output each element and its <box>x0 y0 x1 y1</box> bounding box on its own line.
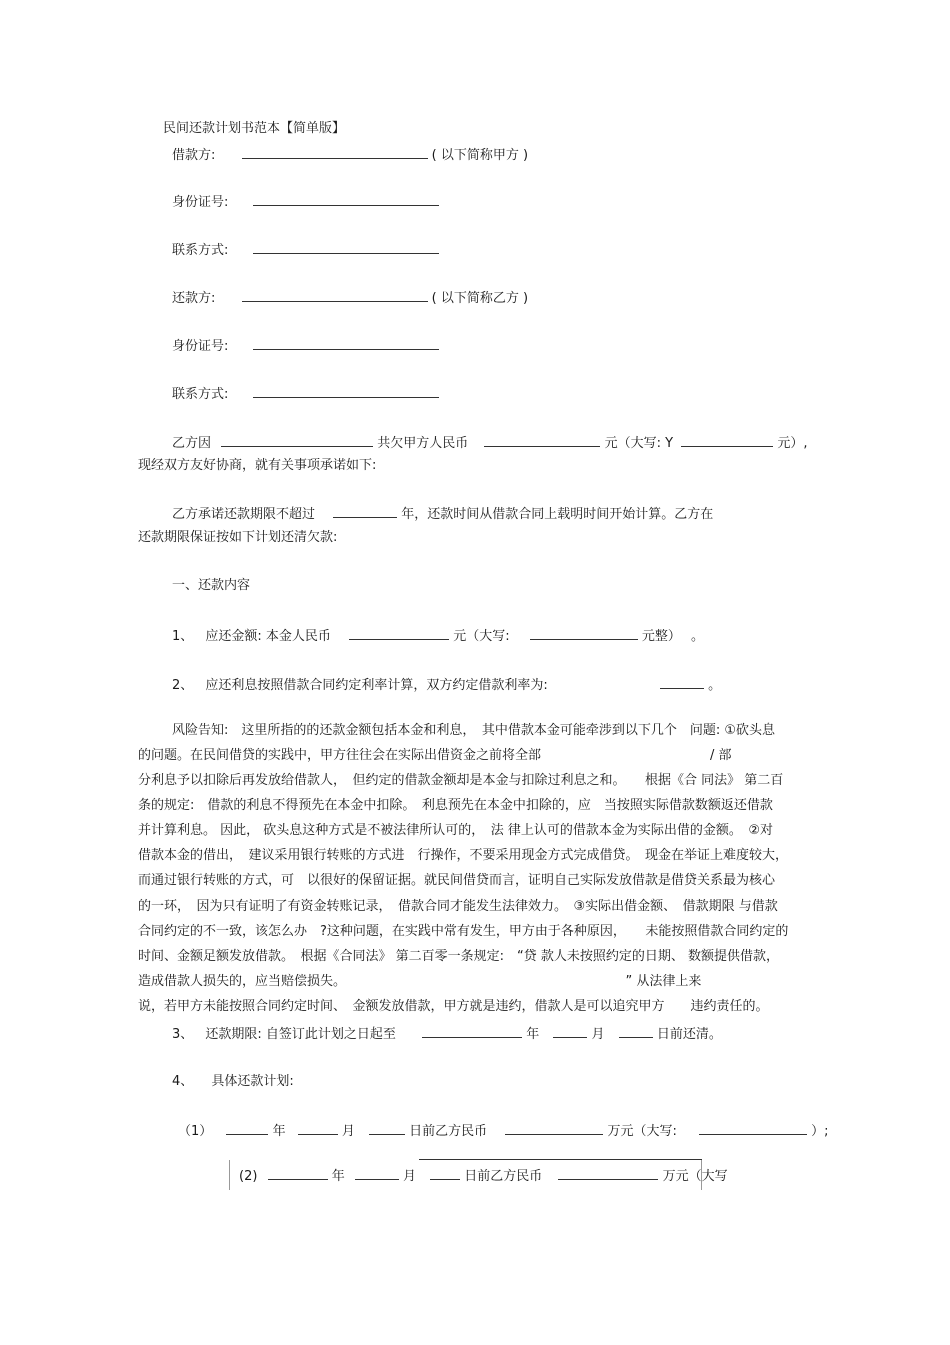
item1-amount-blank[interactable] <box>349 626 449 640</box>
id1-row <box>172 192 439 212</box>
item2-rate-blank[interactable] <box>660 675 704 689</box>
id1-blank[interactable] <box>253 192 439 206</box>
repayer-suffix: ( 以下简称乙方 ) <box>431 291 529 306</box>
plan2-year-label: 年 <box>331 1169 345 1184</box>
item3-month-label: 月 <box>591 1027 605 1042</box>
borrower-label: 借款方: <box>172 148 216 163</box>
plan1-amount-blank[interactable] <box>505 1121 603 1135</box>
risk-line-4: 并计算利息。 因此， 砍头息这种方式是不被法律所认可的， 法 律上认可的借款本金为实际出借的金额。 ②对 <box>138 823 774 838</box>
borrower-blank[interactable] <box>242 145 428 159</box>
item1-text-c: 元整） <box>641 629 681 644</box>
id2-row <box>172 336 439 356</box>
plan2-day-blank[interactable] <box>430 1166 460 1180</box>
item3-num: 3、 <box>172 1027 194 1042</box>
plan1-text-d: 日前乙方民币 <box>409 1124 488 1139</box>
plan2-top-border <box>419 1159 702 1160</box>
plan1-text-w: 万元（大写: <box>607 1124 677 1139</box>
risk-line-11: 说，若甲方未能按照合同约定时间、 金额发放借款，甲方就是违约，借款人是可以追究甲方 违约责任的。 <box>138 999 769 1014</box>
plan1-month-label: 月 <box>341 1124 355 1139</box>
item1-row <box>172 626 704 646</box>
risk-line-7: 的一环， 因为只有证明了有资金转账记录， 借款合同才能发生法律效力。 ③实际出借金额、 借款期限 与借款 <box>138 899 778 914</box>
promise-text-a: 乙方承诺还款期限不超过 <box>172 507 316 522</box>
plan2-row <box>239 1166 728 1186</box>
plan2-amount-blank[interactable] <box>558 1166 658 1180</box>
risk-line-8: 合同约定的不一致，该怎么办 ?这种问题，在实践中常有发生，甲方由于各种原因， 未能按照借款合同约定的 <box>138 924 789 939</box>
owe-text-b: 共欠甲方人民币 <box>377 436 469 451</box>
item4-num: 4、 <box>172 1074 194 1089</box>
risk-line-10: 造成借款人损失的，应当赔偿损失。 ” 从法律上来 <box>138 974 702 989</box>
plan2-month-label: 月 <box>403 1169 417 1184</box>
borrower-row <box>172 145 528 165</box>
plan2-text-w: 万元（大写 <box>662 1169 728 1184</box>
owe-amount-words-blank[interactable] <box>681 433 773 447</box>
repayer-blank[interactable] <box>242 288 428 302</box>
plan1-num: （1） <box>178 1124 213 1139</box>
contact1-row <box>172 240 439 260</box>
item2-text-b: 。 <box>708 678 722 693</box>
owe-amount-blank[interactable] <box>484 433 600 447</box>
risk-line-5: 借款本金的借出， 建议采用银行转账的方式进 行操作，不要采用现金方式完成借贷。 现金在举证上难度较大， <box>138 848 789 863</box>
risk-line-2: 分利息予以扣除后再发放给借款人， 但约定的借款金额却是本金与扣除过利息之和。 根据《合 同法》 第二百 <box>138 773 784 788</box>
risk-line-1: 的问题。在民间借贷的实践中，甲方往往会在实际出借资金之前将全部 / 部 <box>138 748 732 763</box>
item2-row <box>172 675 721 695</box>
risk-line-0: 风险告知: 这里所指的的还款金额包括本金和利息， 其中借款本金可能牵涉到以下几个 问题: ①砍头息 <box>172 723 776 738</box>
promise-text-b: 年，还款时间从借款合同上载明时间开始计算。乙方在 <box>401 507 714 522</box>
item3-day-blank[interactable] <box>619 1024 653 1038</box>
contact1-blank[interactable] <box>253 240 439 254</box>
promise-text-c: 还款期限保证按如下计划还清欠款: <box>138 530 338 545</box>
owe-reason-blank[interactable] <box>221 433 373 447</box>
risk-line-3: 条的规定: 借款的利息不得预先在本金中扣除。 利息预先在本金中扣除的，应 当按照实际借款数额返还借款 <box>138 798 773 813</box>
id1-label: 身份证号: <box>172 195 229 210</box>
plan1-year-label: 年 <box>272 1124 286 1139</box>
plan1-day-blank[interactable] <box>369 1121 405 1135</box>
plan2-text-d: 日前乙方民币 <box>464 1169 543 1184</box>
item1-num: 1、 <box>172 629 194 644</box>
promise-row <box>172 504 713 524</box>
repayer-row <box>172 288 528 308</box>
plan2-year-blank[interactable] <box>268 1166 328 1180</box>
plan1-month-blank[interactable] <box>298 1121 338 1135</box>
item3-year-label: 年 <box>526 1027 540 1042</box>
risk-line-6: 而通过银行转账的方式，可 以很好的保留证据。就民间借贷而言，证明自己实际发放借款是借贷关系最为核心 <box>138 873 776 888</box>
item2-text-a: 应还利息按照借款合同约定利率计算，双方约定借款利率为: <box>205 678 548 693</box>
item3-text-a: 还款期限: 自签订此计划之日起至 <box>205 1027 396 1042</box>
item4-text-a: 具体还款计划: <box>211 1074 294 1089</box>
item1-text-a: 应还金额: 本金人民币 <box>205 629 331 644</box>
plan2-month-blank[interactable] <box>355 1166 399 1180</box>
contact2-label: 联系方式: <box>172 387 229 402</box>
owe-text-a: 乙方因 <box>172 436 212 451</box>
owe-text-c: 元（大写: Y <box>604 436 674 451</box>
contact2-row <box>172 384 439 404</box>
document-title: 民间还款计划书范本【简单版】 <box>163 121 346 136</box>
owe-row <box>172 433 807 453</box>
plan1-text-end: ）; <box>811 1124 829 1139</box>
plan1-year-blank[interactable] <box>226 1121 268 1135</box>
item2-num: 2、 <box>172 678 194 693</box>
borrower-suffix: ( 以下简称甲方 ) <box>431 148 529 163</box>
id2-label: 身份证号: <box>172 339 229 354</box>
plan1-amount-words-blank[interactable] <box>699 1121 807 1135</box>
promise-years-blank[interactable] <box>333 504 397 518</box>
item3-row <box>172 1024 722 1044</box>
item3-day-label: 日前还清。 <box>656 1027 722 1042</box>
owe-text-e: 现经双方友好协商，就有关事项承诺如下: <box>138 458 377 473</box>
section1-heading: 一、还款内容 <box>172 578 251 593</box>
contact1-label: 联系方式: <box>172 243 229 258</box>
item4-row <box>172 1073 294 1091</box>
risk-line-9: 时间、金额足额发放借款。 根据《合同法》 第二百零一条规定: “贷 款人未按照约定的日期、 数额提供借款， <box>138 949 780 964</box>
owe-text-d: 元）, <box>777 436 808 451</box>
item1-amount-words-blank[interactable] <box>530 626 638 640</box>
item3-month-blank[interactable] <box>553 1024 587 1038</box>
plan1-row <box>178 1121 829 1141</box>
repayer-label: 还款方: <box>172 291 216 306</box>
id2-blank[interactable] <box>253 336 439 350</box>
plan2-num: (2) <box>239 1169 258 1184</box>
item1-text-d: 。 <box>691 629 705 644</box>
item3-year-blank[interactable] <box>422 1024 522 1038</box>
item1-text-b: 元（大写: <box>453 629 510 644</box>
plan2-left-border <box>229 1160 230 1190</box>
contact2-blank[interactable] <box>253 384 439 398</box>
